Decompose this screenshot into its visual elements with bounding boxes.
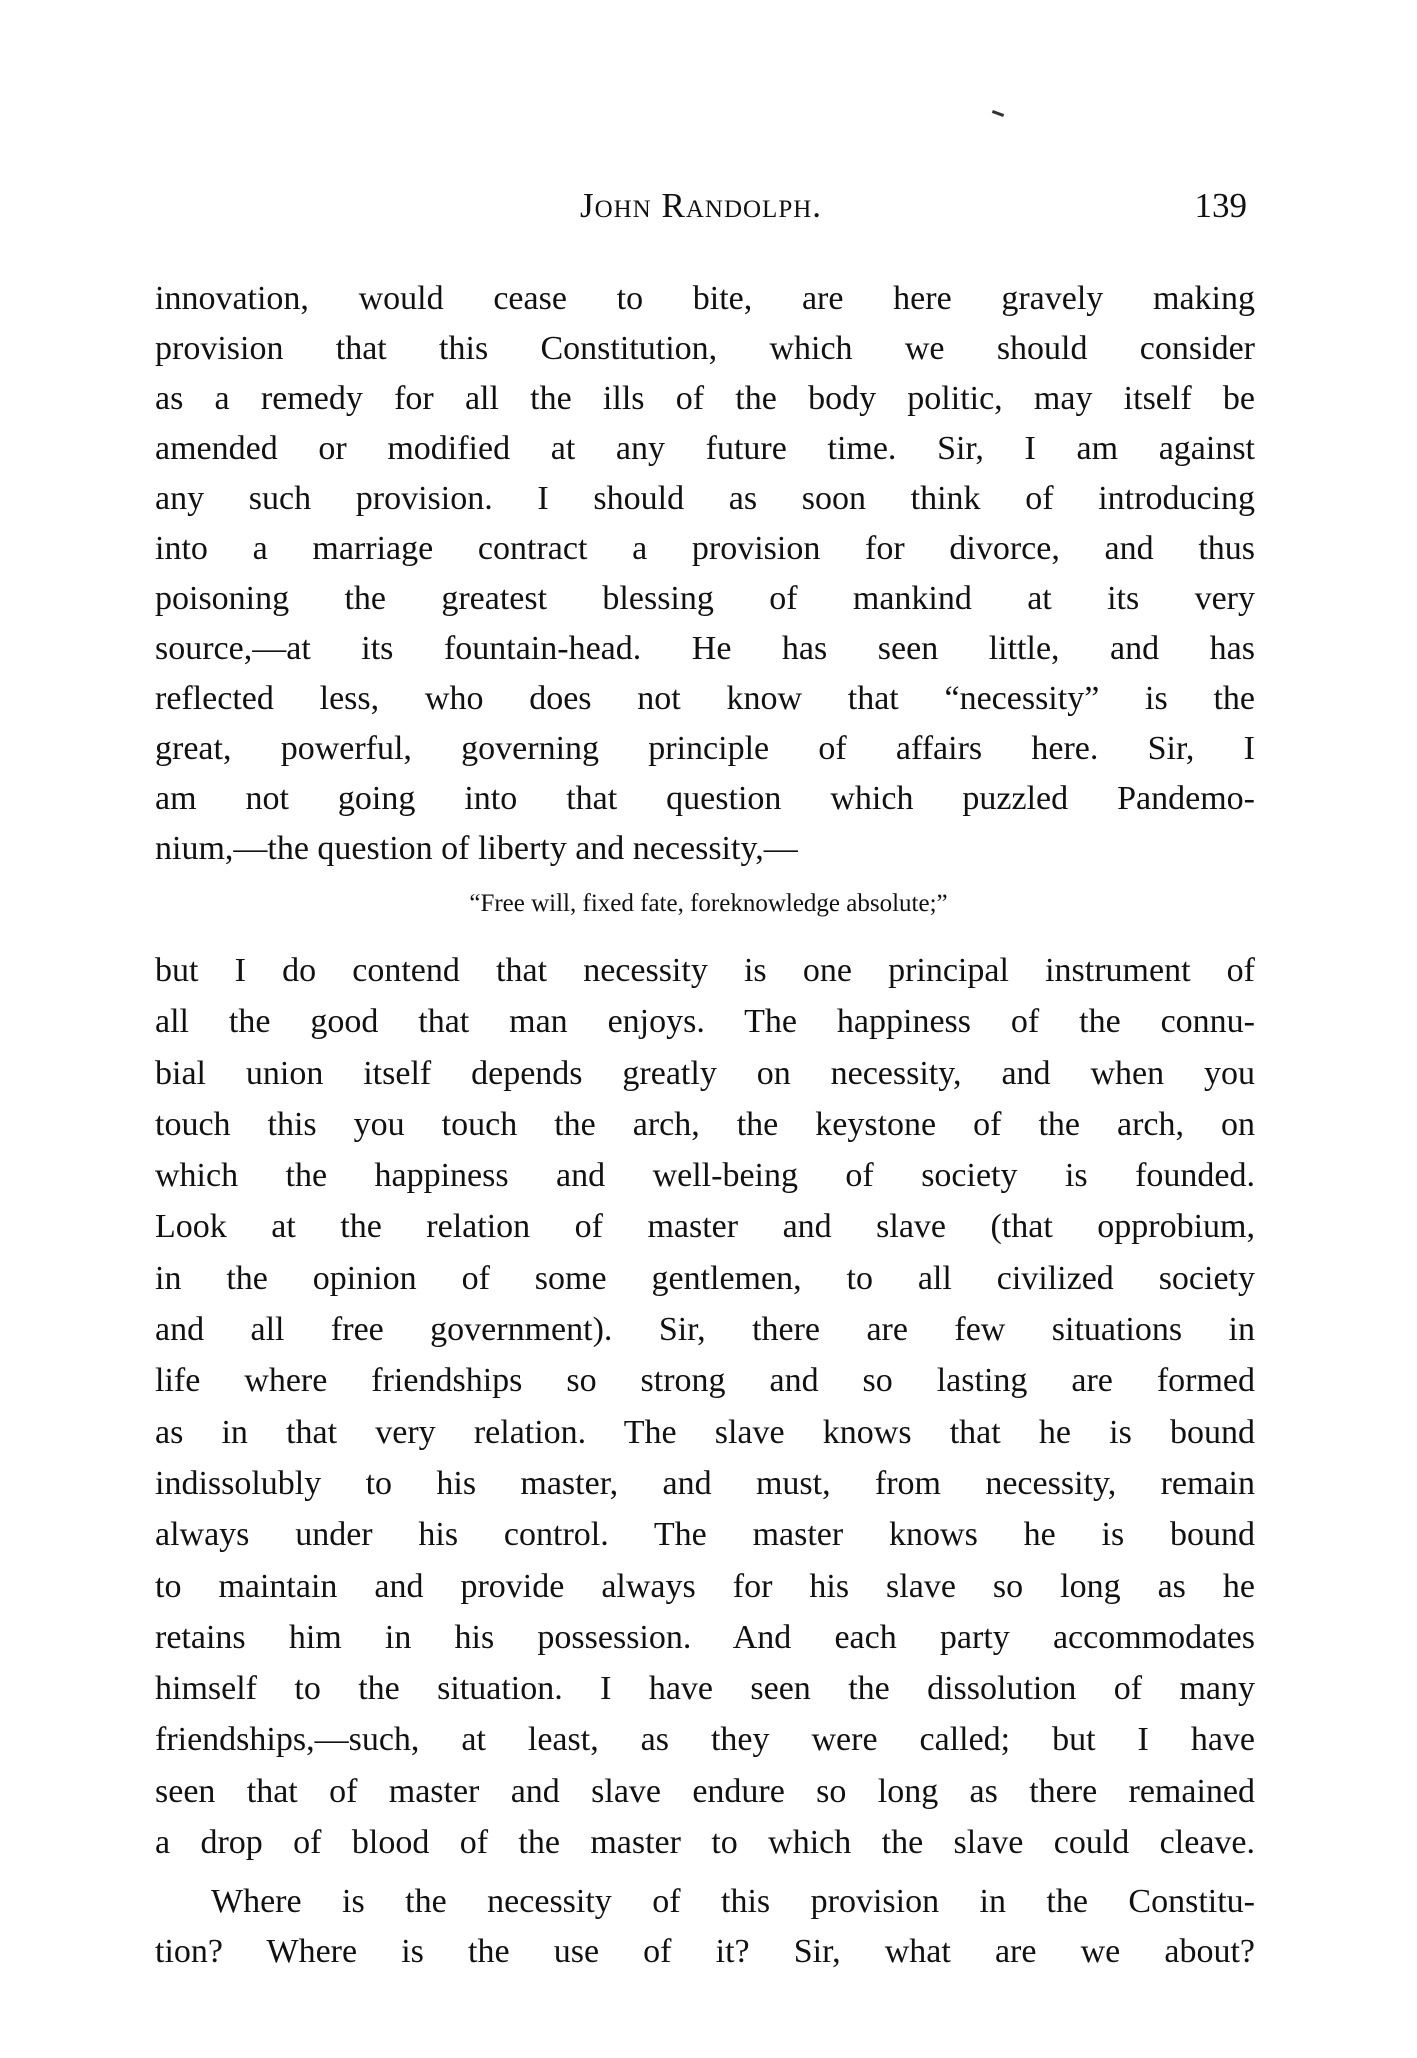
- text-line: in the opinion of some gentlemen, to all civilized society: [155, 1259, 1255, 1297]
- text-line: himself to the situation. I have seen the dissolution of many: [155, 1670, 1255, 1708]
- running-title: John Randolph.: [579, 186, 823, 225]
- text-line: amended or modified at any future time. Sir, I am against: [155, 430, 1255, 467]
- text-line: as in that very relation. The slave knows that he is bound: [155, 1413, 1255, 1451]
- text-line: retains him in his possession. And each party accommodates: [155, 1618, 1255, 1656]
- text-line: seen that of master and slave endure so long as there remained: [155, 1772, 1255, 1810]
- text-line: all the good that man enjoys. The happiness of the connu-: [155, 1003, 1255, 1041]
- paragraph-3: [155, 1877, 1255, 1977]
- text-line: tion? Where is the use of it? Sir, what are we about?: [155, 1933, 1255, 1970]
- paragraph-2: [155, 945, 1255, 1868]
- text-line: reflected less, who does not know that “necessity” is the: [155, 680, 1255, 717]
- page-number: 139: [1194, 186, 1247, 225]
- text-line: bial union itself depends greatly on necessity, and when you: [155, 1054, 1255, 1092]
- text-line: great, powerful, governing principle of affairs here. Sir, I: [155, 730, 1255, 767]
- text-line: to maintain and provide always for his slave so long as he: [155, 1567, 1255, 1605]
- text-line: indissolubly to his master, and must, from necessity, remain: [155, 1464, 1255, 1502]
- text-line: Look at the relation of master and slave (that opprobium,: [155, 1208, 1255, 1246]
- text-line: and all free government). Sir, there are few situations in: [155, 1311, 1255, 1349]
- text-line: always under his control. The master knows he is bound: [155, 1516, 1255, 1554]
- scan-mark: [992, 110, 1004, 117]
- text-line: into a marriage contract a provision for divorce, and thus: [155, 530, 1255, 567]
- text-line: poisoning the greatest blessing of mankind at its very: [155, 580, 1255, 617]
- paragraph-1: [155, 274, 1255, 874]
- verse-quote: “Free will, fixed fate, foreknowledge absolute;”: [469, 890, 948, 917]
- text-line: friendships,—such, at least, as they were called; but I have: [155, 1721, 1255, 1759]
- text-line: Where is the necessity of this provision in the Constitu-: [211, 1883, 1255, 1920]
- text-line: as a remedy for all the ills of the body politic, may itself be: [155, 380, 1255, 417]
- page-header: [155, 186, 1247, 230]
- text-line: innovation, would cease to bite, are here gravely making: [155, 280, 1255, 317]
- text-line: which the happiness and well-being of society is founded.: [155, 1157, 1255, 1195]
- text-line: a drop of blood of the master to which the slave could cleave.: [155, 1824, 1255, 1862]
- text-line: nium,—the question of liberty and necessity,—: [155, 830, 798, 867]
- text-line: provision that this Constitution, which we should consider: [155, 330, 1255, 367]
- text-line: source,—at its fountain-head. He has seen little, and has: [155, 630, 1255, 667]
- text-line: am not going into that question which puzzled Pandemo-: [155, 780, 1255, 817]
- text-line: but I do contend that necessity is one principal instrument of: [155, 952, 1255, 989]
- text-line: life where friendships so strong and so lasting are formed: [155, 1362, 1255, 1400]
- text-line: any such provision. I should as soon think of introducing: [155, 480, 1255, 517]
- text-line: touch this you touch the arch, the keystone of the arch, on: [155, 1105, 1255, 1143]
